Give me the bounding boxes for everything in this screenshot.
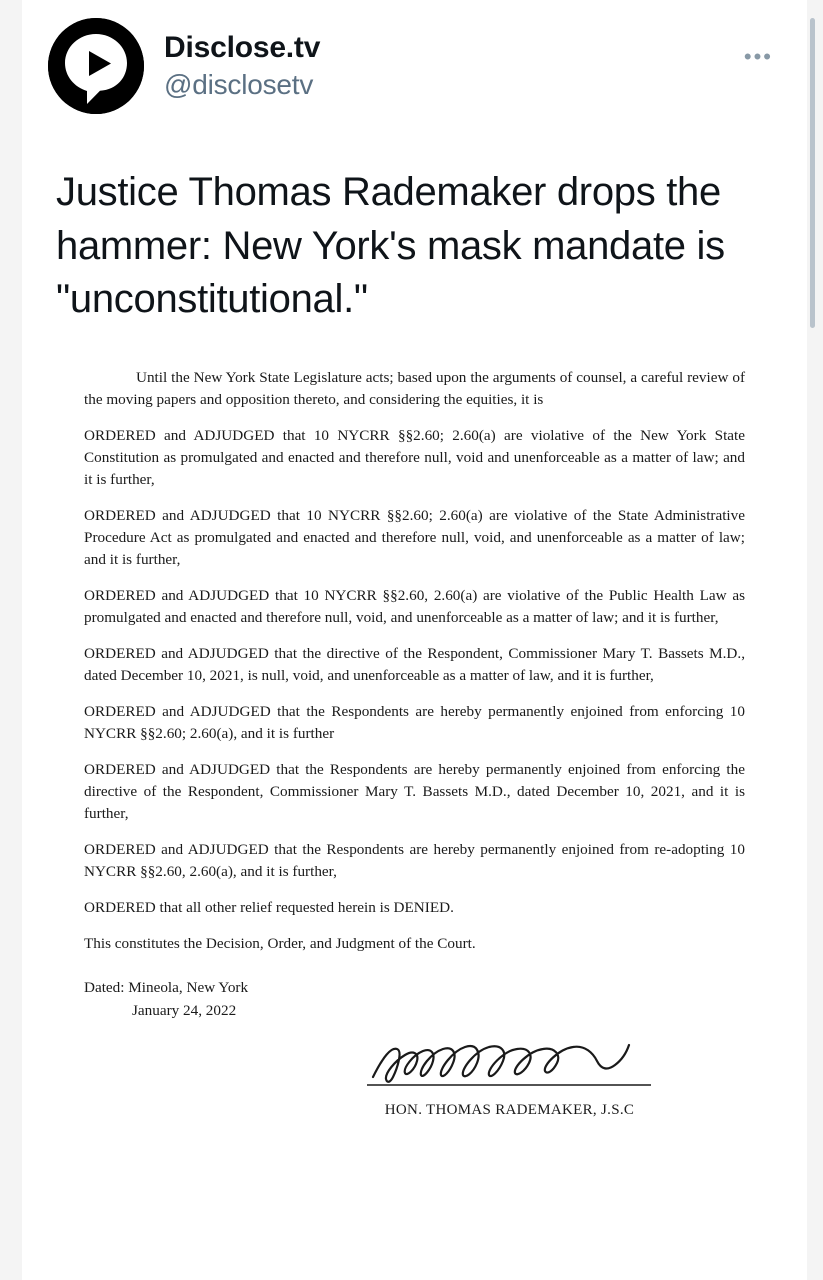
tweet-card — [22, 0, 807, 1280]
court-order-document — [84, 367, 745, 1152]
doc-paragraph: ORDERED and ADJUDGED that 10 NYCRR §§2.60, 2.60(a) are violative of the Public Health Law as promulgated and enacted and therefore null, void, and unenforceable as a matter of law; and it is further, — [84, 587, 745, 627]
doc-dated-block — [84, 977, 745, 1023]
tweet-text: Justice Thomas Rademaker drops the hammer: New York's mask mandate is "unconstitutional." — [56, 170, 725, 322]
doc-paragraph: ORDERED and ADJUDGED that the directive of the Respondent, Commissioner Mary T. Bassets M.D., dated December 10, 2021, is null, void, and unenforceable as a matter of law, and it is further, — [84, 645, 745, 685]
page-gutter-left — [0, 0, 22, 1280]
scrollbar-track[interactable] — [814, 0, 819, 1280]
doc-paragraph: This constitutes the Decision, Order, and Judgment of the Court. — [84, 935, 476, 953]
account-handle: @disclosetv — [164, 69, 314, 101]
signature-name: HON. THOMAS RADEMAKER, J.S.C — [384, 1102, 635, 1119]
play-button-logo-icon — [48, 18, 144, 114]
signature-block — [84, 1033, 745, 1122]
avatar[interactable] — [48, 18, 144, 114]
account-names — [164, 31, 320, 102]
doc-paragraph: ORDERED and ADJUDGED that the Respondents are hereby permanently enjoined from enforcing the directive of the Respondent, Commissioner Mary T. Bassets M.D., dated December 10, 2021, and it is further, — [84, 761, 745, 823]
doc-paragraph: ORDERED and ADJUDGED that 10 NYCRR §§2.60; 2.60(a) are violative of the New York State Constitution as promulgated and enacted and therefore null, void and unenforceable as a matter of law; and it is further, — [84, 426, 745, 488]
doc-paragraph: ORDERED and ADJUDGED that the Respondents are hereby permanently enjoined from enforcing 10 NYCRR §§2.60; 2.60(a), and it is further — [84, 703, 745, 743]
tweet-header — [22, 0, 807, 122]
account-display-name: Disclose.tv — [164, 30, 321, 64]
handwritten-signature-icon — [365, 1033, 655, 1097]
doc-dated-label: Dated: Mineola, New York — [84, 979, 249, 997]
doc-paragraph: ORDERED that all other relief requested herein is DENIED. — [84, 899, 454, 917]
doc-paragraph: Until the New York State Legislature acts; based upon the arguments of counsel, a careful review of the moving papers and opposition thereto, and considering the equities, it is — [84, 368, 745, 408]
more-options-icon[interactable]: ••• — [743, 44, 773, 69]
doc-dated-date: January 24, 2022 — [132, 1002, 237, 1020]
doc-paragraph: ORDERED and ADJUDGED that 10 NYCRR §§2.60; 2.60(a) are violative of the State Administrative Procedure Act as promulgated and enacted and therefore null, void, and unenforceable as a matter of law; and it is further, — [84, 506, 745, 568]
doc-paragraph: ORDERED and ADJUDGED that the Respondents are hereby permanently enjoined from re-adopting 10 NYCRR §§2.60, 2.60(a), and it is further, — [84, 841, 745, 881]
scrollbar-thumb[interactable] — [810, 18, 815, 328]
